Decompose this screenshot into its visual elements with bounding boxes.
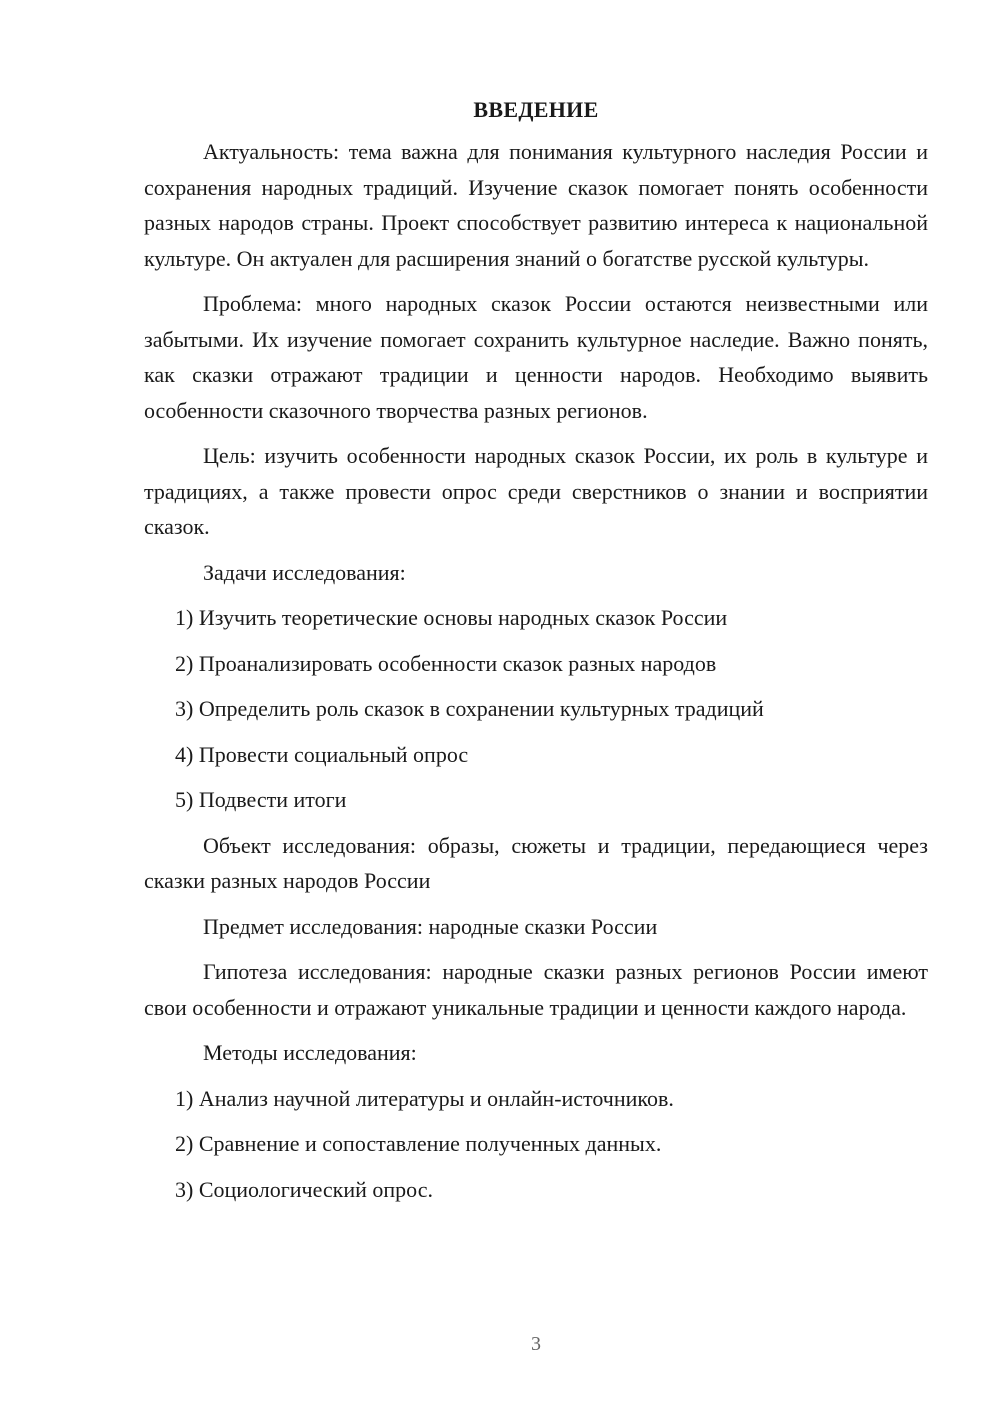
problem-paragraph: Проблема: много народных сказок России остаются неизвестными или забытыми. Их изучение помогает сохранить культурное наследие. Важно понять, как сказки отражают традиции и ценности народов. Необходимо выявить особенности сказочного творчества разных регионов. [144, 291, 928, 423]
task-item: 5) Подвести итоги [175, 787, 347, 812]
tasks-heading: Задачи исследования: [203, 559, 406, 585]
relevance-paragraph: Актуальность: тема важна для понимания культурного наследия России и сохранения народных традиций. Изучение сказок помогает понять особенности разных народов страны. Проект способствует развитию интереса к национальной культуре. Он актуален для расширения знаний о богатстве русской культуры. [144, 139, 928, 271]
methods-heading: Методы исследования: [203, 1040, 417, 1065]
task-item: 4) Провести социальный опрос [175, 741, 469, 767]
section-title: ВВЕДЕНИЕ [473, 97, 599, 122]
task-item: 3) Определить роль сказок в сохранении культурных традиций [175, 696, 764, 721]
hypothesis-paragraph: Гипотеза исследования: народные сказки разных регионов России имеют свои особенности и отражают уникальные традиции и ценности каждого народа. [144, 959, 928, 1020]
method-item: 2) Сравнение и сопоставление полученных данных. [175, 1131, 662, 1156]
page-number: 3 [531, 1333, 541, 1355]
task-item: 1) Изучить теоретические основы народных сказок России [175, 605, 728, 630]
subject-paragraph: Предмет исследования: народные сказки России [203, 913, 658, 939]
object-paragraph: Объект исследования: образы, сюжеты и традиции, передающиеся через сказки разных народов России [144, 832, 928, 893]
method-item: 1) Анализ научной литературы и онлайн-источников. [175, 1085, 674, 1111]
goal-paragraph: Цель: изучить особенности народных сказок России, их роль в культуре и традициях, а также провести опрос среди сверстников о знании и восприятии сказок. [144, 443, 928, 539]
document-page [144, 92, 928, 1217]
method-item: 3) Социологический опрос. [175, 1176, 433, 1202]
task-item: 2) Проанализировать особенности сказок разных народов [175, 650, 717, 676]
